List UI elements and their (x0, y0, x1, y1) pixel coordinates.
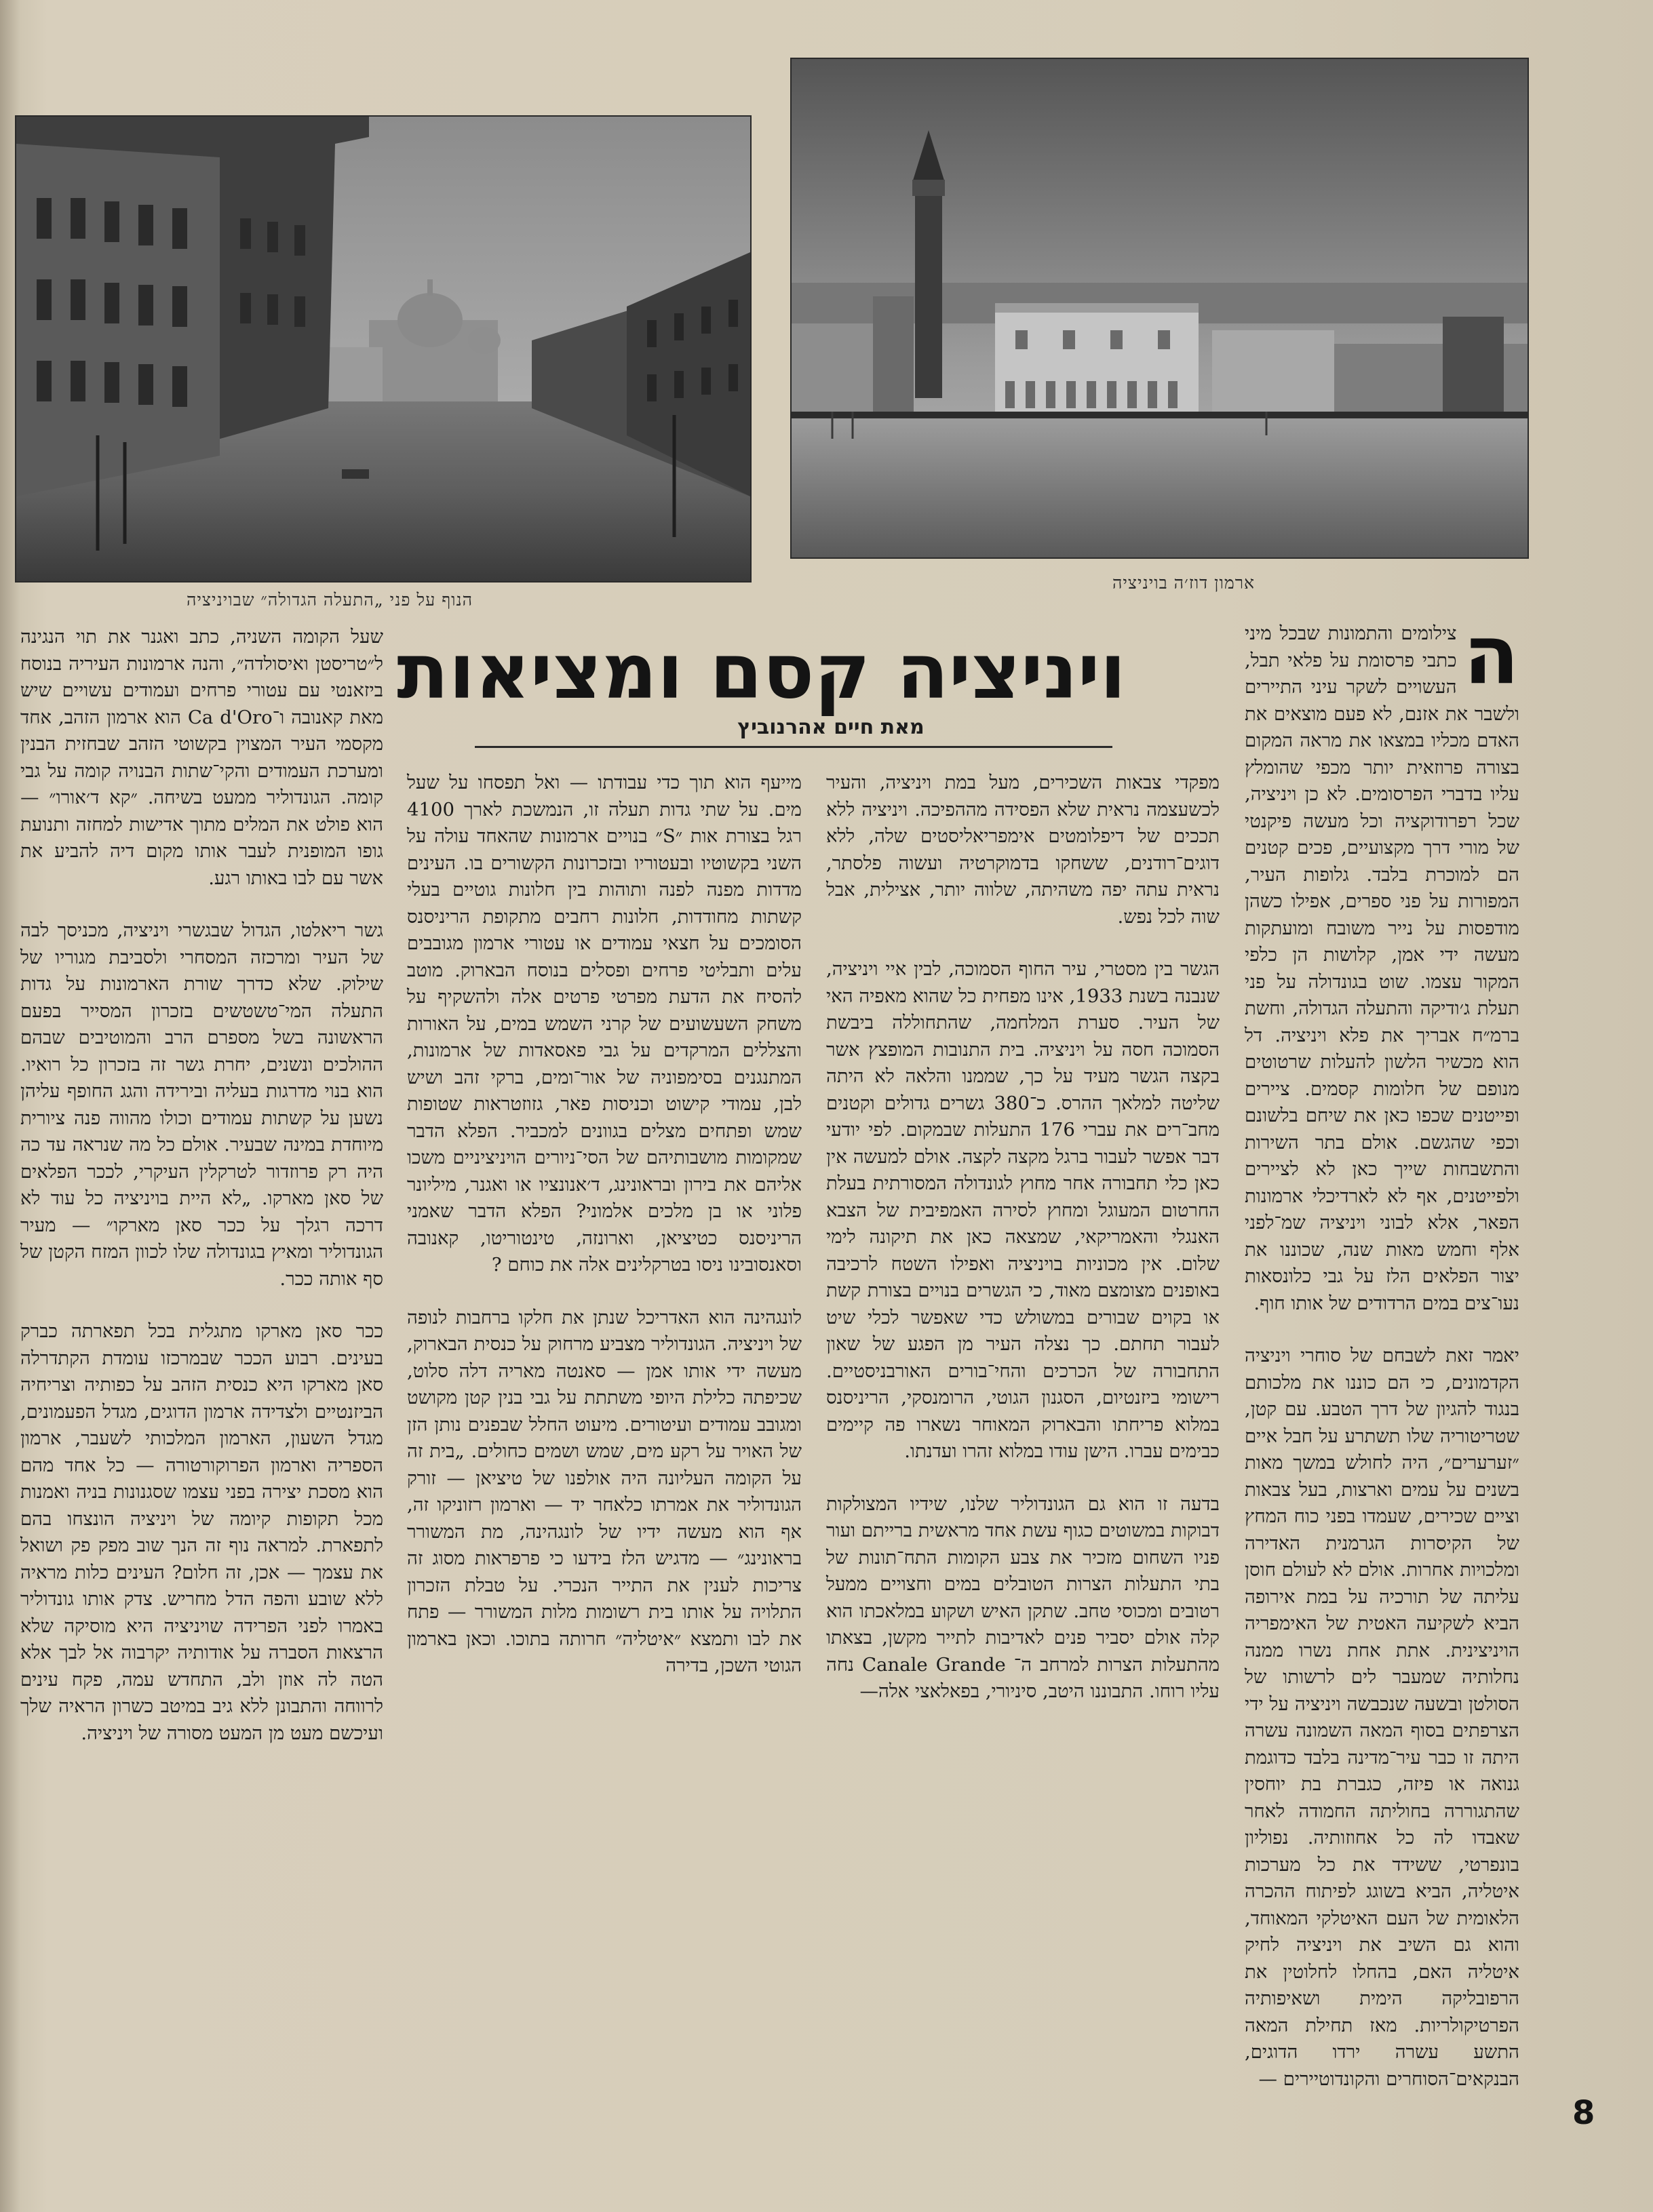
doges-palace-image (792, 59, 1528, 557)
text-column-1 (1245, 608, 1519, 2090)
paragraph: יאמר זאת לשבחם של סוחרי ויניציה הקדמונים, כי הם כוננו את מלכותם בנגוד להגיון של דרך הטבע. עם קטן, שטריטוריה שלו תשתרע על חבל איים ״זערערים״, היה לחולש במשך מאות בשנים על עמים וארצות, בעל צבאות וציים שכירים, שעמדו בפני כוח המחץ של הקיסרות הגרמנית האדירה ומלכויות אחרות. אולם לא לעולם חוסן עליתה של תורכיה על במת אירופה הביא לשקיעה האטית של האימפריה הויניצינית. אתת אחת נשרו ממנה נחלותיה שמעבר לים לרשותו של הסולטן ובשעה שנכבשה ויניציה על ידי הצרפתים בסוף המאה השמונה עשרה היתה זו כבר עיר־מדינה בלבד כדוגמת גנואה או פיזה, כגברת בת יוחסין שהתגוררה בחוליתה החמודה לאחר שאבדו לה כל אחוזותיה. נפוליון בונפרטי, ששידד את כל מערכות איטליה, הביא בשוגג לפיתוח ההכרה הלאומית של העם האיטלקי המאוחד, והוא גם השיב את ויניציה לחיק איטליה האם, בהחלו לחלוטין את הרפובליקה הימית ושאיפותיה הפרטיקולריות. מאז תחילת המאה התשע עשרה ירדו הדוגים, הבנקאים־הסוחרים והקונדוטיירים — (1245, 1345, 1519, 2090)
paragraph: צילומים והתמונות שבכל מיני כתבי פרסומת על פלאי תבל, העשויים לשקר עיני התיירים ולשבר את אזנם, לא פעם מוצאים את האדם מכליו במצאו את מראה המקום בצורה פרוזאית יותר מכפי שהומלץ עליו בדברי הפרסומים. לא כן ויניציה, שכל רפרודוקציה וכל מעשה פיקנטי של מורי דרך מקצועיים, פכים קטנים הם למוכרת בלבד. גלופות העיר, המפורות על פני ספרים, אפילו כשהן מודפסות על נייר משובח ומועתקות מעשה ידי אמן, קלושות הן כלפי המקור עצמו. שוט בגונדולה על פני תעלת ג׳ודיקה והתעלה הגדולה, וחשת ברמ״ח אבריך את פלא ויניציה. דל הוא מכשיר הלשון להעלות שרטוטים מנופם של חלומות קסמים. ציירים ופייטנים שכפו כאן את שיחם בלשונם וכפי שהגשם. אולם בתר השירות והתשבחות שייך כאן לא לציירים ולפייטנים, אף לא לארדיכלי ארמונות הפאר, אלא לבוני ויניציה שמ־לפני אלף וחמש מאות שנה, שכוננו את יצור הפלאים הלז על גבי כלונסאות נעו־צים במים הרדודים של אותו חוף. (1245, 623, 1519, 1314)
grand-canal-image (16, 117, 750, 581)
text-column-2 (826, 770, 1220, 2078)
text-column-4 (20, 624, 383, 2078)
article-byline: מאת חיים אהרנוביץ (737, 715, 925, 739)
paragraph: גשר ריאלטו, הגדול שבגשרי ויניציה, מכניסך לבה של העיר ומרכזה המסחרי ולסביבת מגוריו של שילוק. שלא כדרך שורת הארמונות על גדות התעלה המי־טשטשים בזכרון המסייר בפעם הראשונה בשל מספרם הרב והמוטיבים שבהם ההולכים ונשנים, יחרת גשר זה בזכרון כל רואיו. הוא בנוי מדרגות בעליה ובירידה והגג החופף עליהן נשען על קשתות עמודים וכולו מהווה פנה ציורית מיוחדת במינה שבעיר. אולם כל מה שנראה עד כה היה רק פרוזדור לטרקלין העיקרי, לככר הפלאים של סאן מארקו. „לא היית בויניציה כל עוד לא דרכה רגלך על ככר סאן מארקו״ — מעיר הגונדוליר ומאיץ בגונדולה שלו לכוון המזח הקטן של סף אותה ככר. (20, 920, 383, 1290)
paragraph: בדעה זו הוא גם הגונדוליר שלנו, שידיו המצולקות דבוקות במשוטים כגוף עשת אחד מראשית ברייתם ועור פניו השחום מזכיר את צבע הקומות התח־תונות של בתי התעלות הצרות הטובלים במים וחצויים ממעל רטובים ומכוסי טחב. שתקן האיש ושקוע במלאכתו הוא קלה אולם יסביר פנים לאדיבות לתייר מקשן, בצאתו מהתעלות הצרות למרחב ה־ Canale Grande נחה עליו רוחו. התבוננו היטב, סיניורי, בפאלאצי אלה— (826, 1493, 1220, 1702)
paragraph: מייעף הוא תוך כדי עבודתו — ואל תפסחו על שעל מים. על שתי גדות תעלה זו, הנמשכת לארך 4100 רגל בצורת אות ״S״ בנויים ארמונות שהאחד עולה על השני בקשוטיו ובעטוריו ובזכרונות הקשורים בו. העינים מדדות מפנה לפנה ותוהות בין חלונות גוטיים בעלי קשתות מחודדות, חלונות רחבים מתקופת הריניסנס הסומכים על חצאי עמודים או עטורי ארמון מגובבים עלים ותבליטי פרחים ופסלים בנוסח הבארוק. מוטב להסיח את הדעת מפרטי פרטים אלה ולהשקיף על משחק השעשועים של קרני השמש במים, על האורות והצללים המרקדים על גבי פאסאדות של ארמונות, המתנגנים בסימפוניה של אור־ומים, ברקי זהב ושיש לבן, עמודי קישוט וכניסות פאר, גזוזטראות שטופות שמש ופתחים מצלים בגוונים למכביר. הפלא הדבר שמקומות מושבותיהם של הסי־ניורים הויניציניים משכו אליהם את בירון ובראונינג, ד׳אנונציו או ואגנר, מיליונר פלוני או בן מלכים אלמוני? הפלא הדבר שאמני הריניסנס כטיציאן, וארונזה, טינטוריטו, קאנובה וסאנסובינו ניסו בטרקלינים אלה את כוחם ? (407, 772, 802, 1276)
paragraph: מפקדי צבאות השכירים, מעל במת ויניציה, והעיר לכשעצמה נראית שלא הפסידה מההפיכה. ויניציה ללא תככים של דיפלומטים אימפריאליסטים שלה, ללא דוגים־רודנים, ששחקו בדמוקרטיה ועשוה פלסתר, נראית עתה יפה משהיתה, שלווה יותר, אצילית, אבל שוה לכל נפש. (826, 772, 1220, 928)
paragraph: ככר סאן מארקו מתגלית בכל תפארתה כברק בעינים. רבוע הככר שבמרכזו עומדת הקתדרלה סאן מארקו היא כנסית הזהב על כפותיה וצריחיה הביזנטיים ולצדידה ארמון הדוגים, מגדל הפעמונים, מגדל השעון, הארמון המלכותי לשעבר, ארמון הספריה וארמון הפרוקורטורה — כל אחד מהם הוא מסכת יצירה בפני עצמו שסגנונות בניה ואמנות מכל תקופות קיומה של ויניציה הונצחו בהם לתפארת. למראה נוף זה הנך שוב מפק פק ושואל את עצמך — אכן, זה חלום? העינים כלות מראיה ללא שובע והפה הדל מחריש. צדק אותו גונדוליר באמרו לפני הפרידה שויניציה היא מוסיקה שלא הרצאות הסברה על אודותיה יקרבוה אל לבך אלא הטה לה אוזן ולב, התחדש עמה, פקח עינים לרווחה והתבונן ללא גיב במיטב כשרון הראיה שלך ועיכשם מעט מן המעט מסורה של ויניציה. (20, 1320, 383, 1744)
text-column-3 (407, 770, 802, 2078)
drop-cap: ה (1463, 608, 1519, 703)
page-number: 8 (1572, 2094, 1595, 2132)
paragraph: שעל הקומה השניה, כתב ואגנר את תוי הנגינה ל״טריסטן ואיסולדה״, והנה ארמונות העיריה בנוסח ביזאנטי עם עטורי פרחים ועמודים עשויים שיש מאת קאנובה ו־Ca d'Oro הוא ארמון הזהב, אחד מקסמי העיר המצוין בקשוטי הזהב שבחזית הבנין ומערכת העמודים והקי־שתות הבנויה קומה על גבי קומה. הגונדוליר ממעט בשיחה. ״קא ד׳אורו״ — הוא פולט את המלים מתוך אדישות למחזה ותנועת גופו המופנית לעבר אותו מקום דיה להביע את אשר עם לבו באותו רגע. (20, 626, 383, 889)
photo-grand-canal (15, 115, 752, 582)
paragraph: הגשר בין מסטרי, עיר החוף הסמוכה, לבין איי ויניציה, שנבנה בשנת 1933, אינו מפחית כל שהוא מאפיה האי של העיר. סערת המלחמה, שהתחוללה ביבשת הסמוכה חסה על ויניציה. בית התנובות המופצץ אשר בקצה הגשר מעיד על כך, שממנו והלאה לא היתה שליטה למלאך ההרס. כ־380 גשרים גדולים וקטנים מחב־רים את עברי 176 התעלות שבמקום. לפי יודעי דבר אפשר לעבור ברגל מקצה לקצה. אולם למעשה אין כאן כלי תחבורה אחר מחוץ לגונדולה המסורתית בעלת החרטום המעוגל ומחוץ לסירה האמפיבית של הצבא האנגלי והאמריקאי, שמצאה כאן את תיקונה לימי שלום. אין מכוניות בויניציה ואפילו השטח לרכיבה באופנים מצומצם מאוד, כי הגשרים בנויים בצורת קשת או בקוים שבורים במשולש כדי שאפשר לכלי שיט לעבור תחתם. כך נצלה העיר מן הפגע של שאון התחבורה של הכרכים והחי־בורים האורבניסטיים. רישומי ביזנטיום, הסגנון הגוטי, הרומנסקי, הריניסנס במלוא פריחתו והבארוק המאוחר נשארו פה קיימים כבימים עברו. הישן עודו במלוא זהרו ועדנתו. (826, 958, 1220, 1462)
paragraph: לונגהינה הוא האדריכל שנתן את חלקו ברחבות לנופה של ויניציה. הגונדוליר מצביע מרחוק על כנסית הבארוק, מעשה ידי אותו אמן — סאנטה מאריה דלה סלוט, שכיפתה כלילת היופי משתתת על גבי בנין קטן מקושט ומגובב עמודים ועיטורים. מיעוט החלל שבפנים נותן הזן של האויר על רקע מים, שמש ושמים כחולים. „בית זה על הקומה העליונה היה אולפנו של טיציאן — זורק הגונדוליר את אמרתו כלאחר יד — וארמון רזוניקו זה, אף הוא מעשה ידיו של לונגהינה, מת המשורר בראונינג״ — מדגיש הלז בידעו כי פרפראות מסוג זה צריכות לענין את התייר הנכרי. על טבלת הזכרון התלויה על אותו בית רשומות מלות המשורר — פתח את לבו ותמצא ״איטליה״ חרותה בתוכו. וכאן בארמון הגוטי השכן, בדירה (407, 1306, 802, 1676)
caption-doges-palace: ארמון דוז׳ה בויניציה (1112, 573, 1256, 593)
article-title: ויניציה קסם ומציאות (397, 628, 1126, 716)
title-rule (475, 746, 1112, 748)
caption-grand-canal: הנוף על פני „התעלה הגדולה״ שבויניציה (187, 590, 473, 610)
photo-doges-palace (790, 58, 1529, 559)
